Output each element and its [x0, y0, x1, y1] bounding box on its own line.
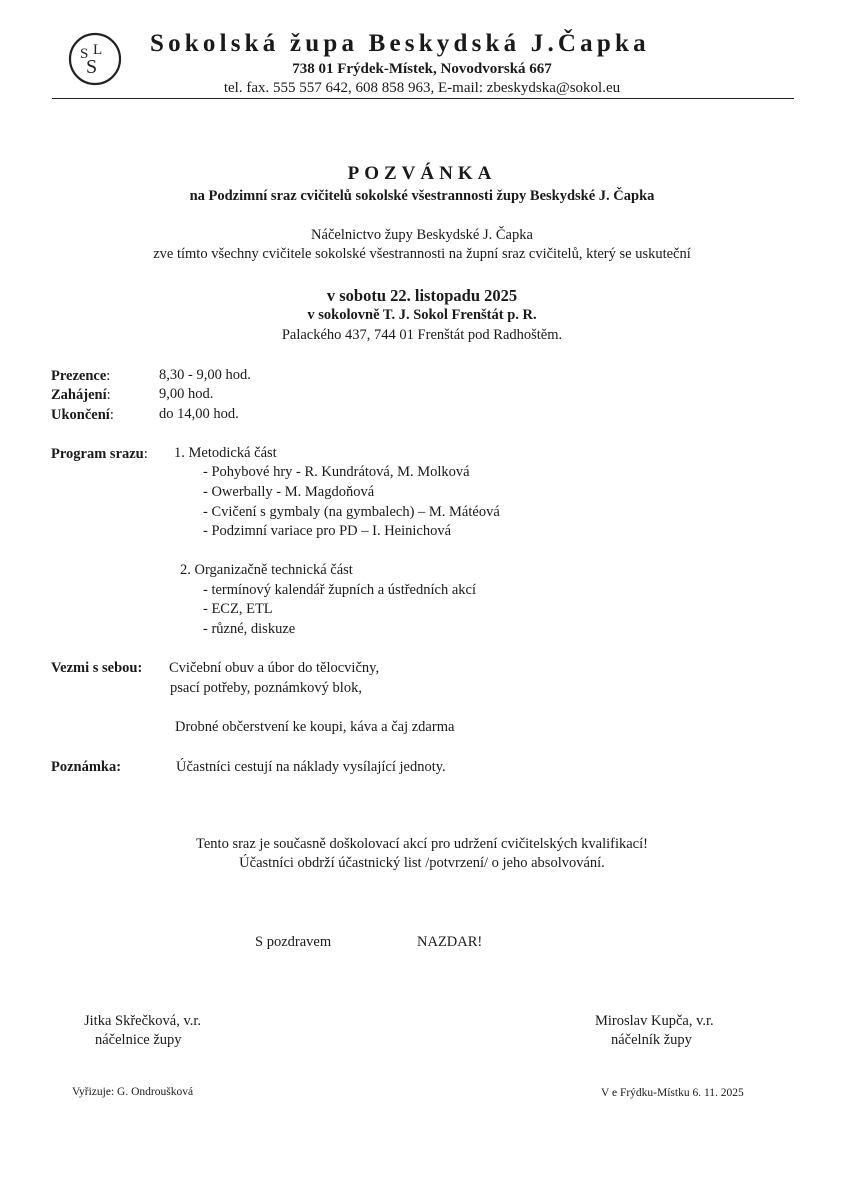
event-date: v sobotu 22. listopadu 2025	[326, 286, 518, 305]
bring-line-3: Drobné občerstvení ke koupi, káva a čaj zdarma	[175, 719, 455, 735]
bring-line-1: Cvičební obuv a úbor do tělocvičny,	[169, 660, 380, 676]
greeting: S pozdravem	[255, 934, 332, 950]
schedule-label: Zahájení	[51, 387, 107, 403]
schedule-value: 8,30 - 9,00 hod.	[159, 367, 251, 383]
page-title: POZVÁNKA	[347, 163, 497, 184]
schedule-label-suffix: :	[106, 387, 111, 403]
schedule-row-start	[51, 386, 111, 404]
program-part1-title: 1. Metodická část	[174, 445, 277, 461]
program-heading	[51, 445, 148, 463]
invitation-line-1: Náčelnictvo župy Beskydské J. Čapka	[311, 227, 533, 243]
header-divider	[52, 98, 794, 99]
event-address: Palackého 437, 744 01 Frenštát pod Radhoštěm.	[281, 327, 563, 343]
place-date: V e Frýdku-Místku 6. 11. 2025	[601, 1087, 744, 1099]
bring-label: Vezmi s sebou:	[51, 660, 143, 676]
nazdar: NAZDAR!	[417, 934, 483, 950]
note-text: Účastníci cestují na náklady vysílající jednoty.	[176, 759, 446, 775]
closing-line-1: Tento sraz je současně doškolovací akcí pro udržení cvičitelských kvalifikací!	[196, 836, 648, 852]
svg-text:S: S	[80, 46, 89, 62]
program-item: - různé, diskuze	[203, 621, 296, 637]
page-subtitle: na Podzimní sraz cvičitelů sokolské všestrannosti župy Beskydské J. Čapka	[189, 188, 655, 204]
handled-by: Vyřizuje: G. Ondroušková	[72, 1086, 194, 1098]
org-contact: tel. fax. 555 557 642, 608 858 963, E-mail: zbeskydska@sokol.eu	[223, 80, 621, 96]
program-item: - Podzimní variace pro PD – I. Heinichová	[203, 523, 452, 539]
program-item: - Cvičení s gymbaly (na gymbalech) – M. Mátéová	[203, 504, 500, 520]
note-label: Poznámka:	[51, 759, 122, 775]
invitation-line-2: zve tímto všechny cvičitele sokolské všestrannosti na župní sraz cvičitelů, který se uskuteční	[153, 246, 691, 262]
signature-left-name: Jitka Skřečková, v.r.	[84, 1013, 202, 1029]
program-label: Program srazu	[51, 446, 144, 462]
event-venue: v sokolovně T. J. Sokol Frenštát p. R.	[307, 307, 537, 323]
schedule-row-end	[51, 406, 114, 424]
program-part2-title: 2. Organizačně technická část	[180, 562, 353, 578]
schedule-label: Prezence	[51, 368, 107, 384]
svg-text:L: L	[93, 42, 103, 58]
schedule-label: Ukončení	[51, 407, 110, 423]
schedule-label-suffix: :	[106, 368, 111, 384]
closing-line-2: Účastníci obdrží účastnický list /potvrzení/ o jeho absolvování.	[239, 855, 605, 871]
org-address: 738 01 Frýdek-Místek, Novodvorská 667	[292, 61, 552, 77]
program-item: - termínový kalendář župních a ústředních akcí	[203, 582, 476, 598]
program-item: - Owerbally - M. Magdoňová	[203, 484, 375, 500]
org-name: Sokolská župa Beskydská J.Čapka	[150, 30, 650, 57]
signature-right-name: Miroslav Kupča, v.r.	[595, 1013, 714, 1029]
schedule-row-presence	[51, 367, 110, 385]
program-label-suffix: :	[143, 446, 148, 462]
svg-text:S: S	[86, 56, 98, 78]
signature-right-role: náčelník župy	[611, 1032, 692, 1048]
schedule-value: do 14,00 hod.	[159, 406, 239, 422]
schedule-label-suffix: :	[109, 407, 114, 423]
signature-left-role: náčelnice župy	[95, 1032, 182, 1048]
schedule-value: 9,00 hod.	[159, 386, 214, 402]
program-item: - ECZ, ETL	[203, 601, 273, 617]
bring-line-2: psací potřeby, poznámkový blok,	[170, 680, 362, 696]
program-item: - Pohybové hry - R. Kundrátová, M. Molková	[203, 464, 470, 480]
